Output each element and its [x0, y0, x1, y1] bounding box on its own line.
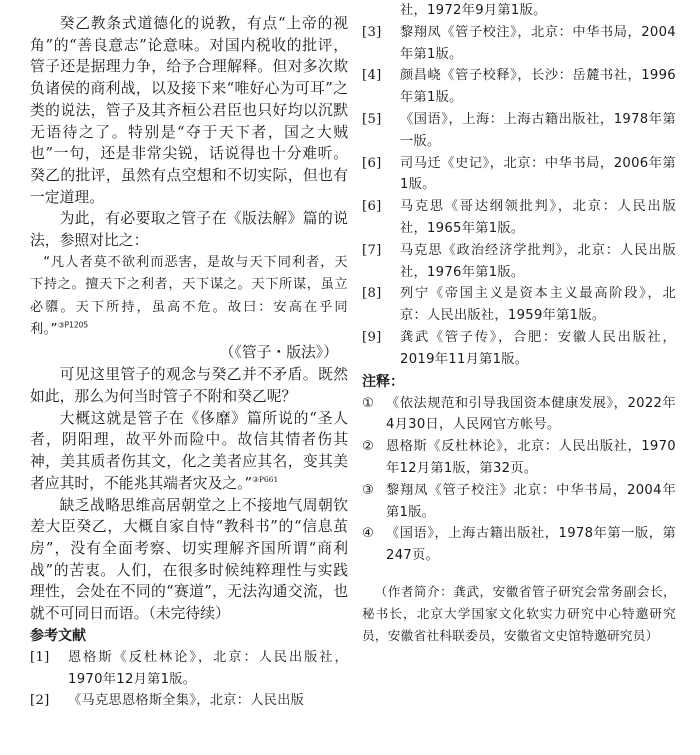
note-number: ②	[362, 439, 375, 455]
reference-text: 黎翔凤《管子校注》，北京：中华书局，2004年第1版。	[400, 24, 676, 62]
reference-number: [1]	[30, 649, 50, 665]
reference-item	[362, 283, 676, 327]
paragraph-4-text: 大概这就是管子在《侈靡》篇所说的“圣人者，阴阳理，故平外而险中。故信其情者伤其神，美其质者伤其文，化之美者应其名，变其美者应其时，不能兆其端者灾及之。”	[30, 409, 348, 492]
reference-item	[362, 327, 676, 371]
reference-item	[30, 647, 348, 691]
reference-text: 列宁《帝国主义是资本主义最高阶段》，北京：人民出版社，1959年第1版。	[400, 286, 676, 324]
note-item	[362, 480, 676, 524]
reference-number: [2]	[30, 693, 50, 709]
reference-item	[362, 153, 676, 197]
reference-number: [7]	[362, 242, 382, 258]
reference-item	[362, 240, 676, 284]
notes-heading: 注释：	[362, 373, 404, 390]
paragraph-4-footnote-ref: ③P661	[252, 474, 279, 484]
reference-item	[362, 196, 676, 240]
paragraph-1: 癸乙教条式道德化的说教，有点“上帝的视角”的“善良意志”论意味。对国内税收的批评，管子还是据理力争，给予合理解释。但对多次欺负诸侯的商利战，以及接下来“唯好心为可耳”之类的说法，管子及其齐桓公君臣也只好均以沉默无语待之了。特别是“夺于天下者，国之大贼也”一句，还是非常尖锐，话说得也十分难听。癸乙的批评，虽然有点空想和不切实际，但也有一定道理。	[30, 15, 348, 206]
reference-text: 恩格斯《反杜林论》，北京：人民出版社，1970年12月第1版。	[68, 649, 348, 687]
paragraph-2: 为此，有必要取之管子在《版法解》篇的说法，参照对比之：	[30, 210, 348, 250]
reference-number: [5]	[362, 111, 382, 127]
quote-text: “凡人者莫不欲利而恶害，是故与天下同利者，天下持之。擅天下之利者，天下谋之。天下所谋，虽立必隳。天下所持，虽高不危。故曰：安高在乎同利。”	[30, 254, 348, 337]
reference-continuation: 社，1972年9月第1版。	[400, 3, 547, 18]
reference-text: 司马迁《史记》，北京：中华书局，2006年第1版。	[400, 155, 676, 193]
reference-text: 龚武《管子传》，合肥：安徽人民出版社，2019年11月第1版。	[400, 329, 676, 367]
note-text: 《依法规范和引导我国资本健康发展》，2022年4月30日，人民网官方帐号。	[386, 395, 676, 433]
note-item	[362, 393, 676, 437]
reference-number: [6]	[362, 155, 382, 171]
note-text: 黎翔凤《管子校注》北京：中华书局，2004年第1版。	[386, 482, 676, 520]
quote-source: （《管子・版法》）	[219, 344, 338, 362]
reference-item	[30, 690, 348, 712]
reference-text: 马克思《政治经济学批判》，北京：人民出版社，1976年第1版。	[400, 242, 676, 280]
right-column	[362, 0, 676, 646]
reference-item	[362, 65, 676, 109]
reference-text: 《马克思恩格斯全集》，北京：人民出版	[68, 693, 305, 709]
paragraph-4	[30, 408, 348, 495]
reference-text: 颜昌峣《管子校释》，长沙：岳麓书社，1996年第1版。	[400, 68, 676, 106]
reference-item	[362, 109, 676, 153]
reference-number: [6]	[362, 199, 382, 215]
paragraph-3: 可见这里管子的观念与癸乙并不矛盾。既然如此，那么为何当时管子不附和癸乙呢？	[30, 366, 348, 406]
reference-number: [3]	[362, 24, 382, 40]
reference-number: [4]	[362, 68, 382, 84]
reference-text: 马克思《哥达纲领批判》，北京：人民出版社，1965年第1版。	[400, 199, 676, 236]
references-heading: 参考文献	[30, 627, 86, 644]
note-item	[362, 523, 676, 567]
reference-number: [9]	[362, 329, 382, 345]
reference-number: [8]	[362, 286, 382, 302]
note-number: ③	[362, 482, 375, 498]
reference-item	[362, 22, 676, 66]
note-number: ①	[362, 395, 375, 411]
note-number: ④	[362, 526, 375, 542]
note-item	[362, 436, 676, 480]
note-text: 恩格斯《反杜林论》，北京：人民出版社，1970年12月第1版，第32页。	[386, 439, 676, 476]
left-column	[30, 0, 348, 712]
quote-footnote-ref: ③P1205	[57, 320, 89, 330]
author-bio: （作者简介：龚武，安徽省管子研究会常务副会长，秘书长，北京大学国家文化软实力研究中心特邀研究员，安徽省社科联委员，安徽省文史馆特邀研究员）	[362, 583, 676, 643]
paragraph-5: 缺乏战略思维高居朝堂之上不接地气周朝钦差大臣癸乙，大概自家自恃“教科书”的“信息茧房”，没有全面考察、切实理解齐国所谓“商利战”的苦衷。人们，在很多时候纯粹理性与实践理性，会处在不同的“赛道”，无法沟通交流，也就不可同日而语。（未完待续）	[30, 496, 348, 623]
quote-block	[30, 252, 348, 342]
reference-text: 《国语》，上海：上海古籍出版社，1978年第一版。	[400, 111, 676, 149]
note-text: 《国语》，上海古籍出版社，1978年第一版，第247页。	[386, 526, 676, 564]
